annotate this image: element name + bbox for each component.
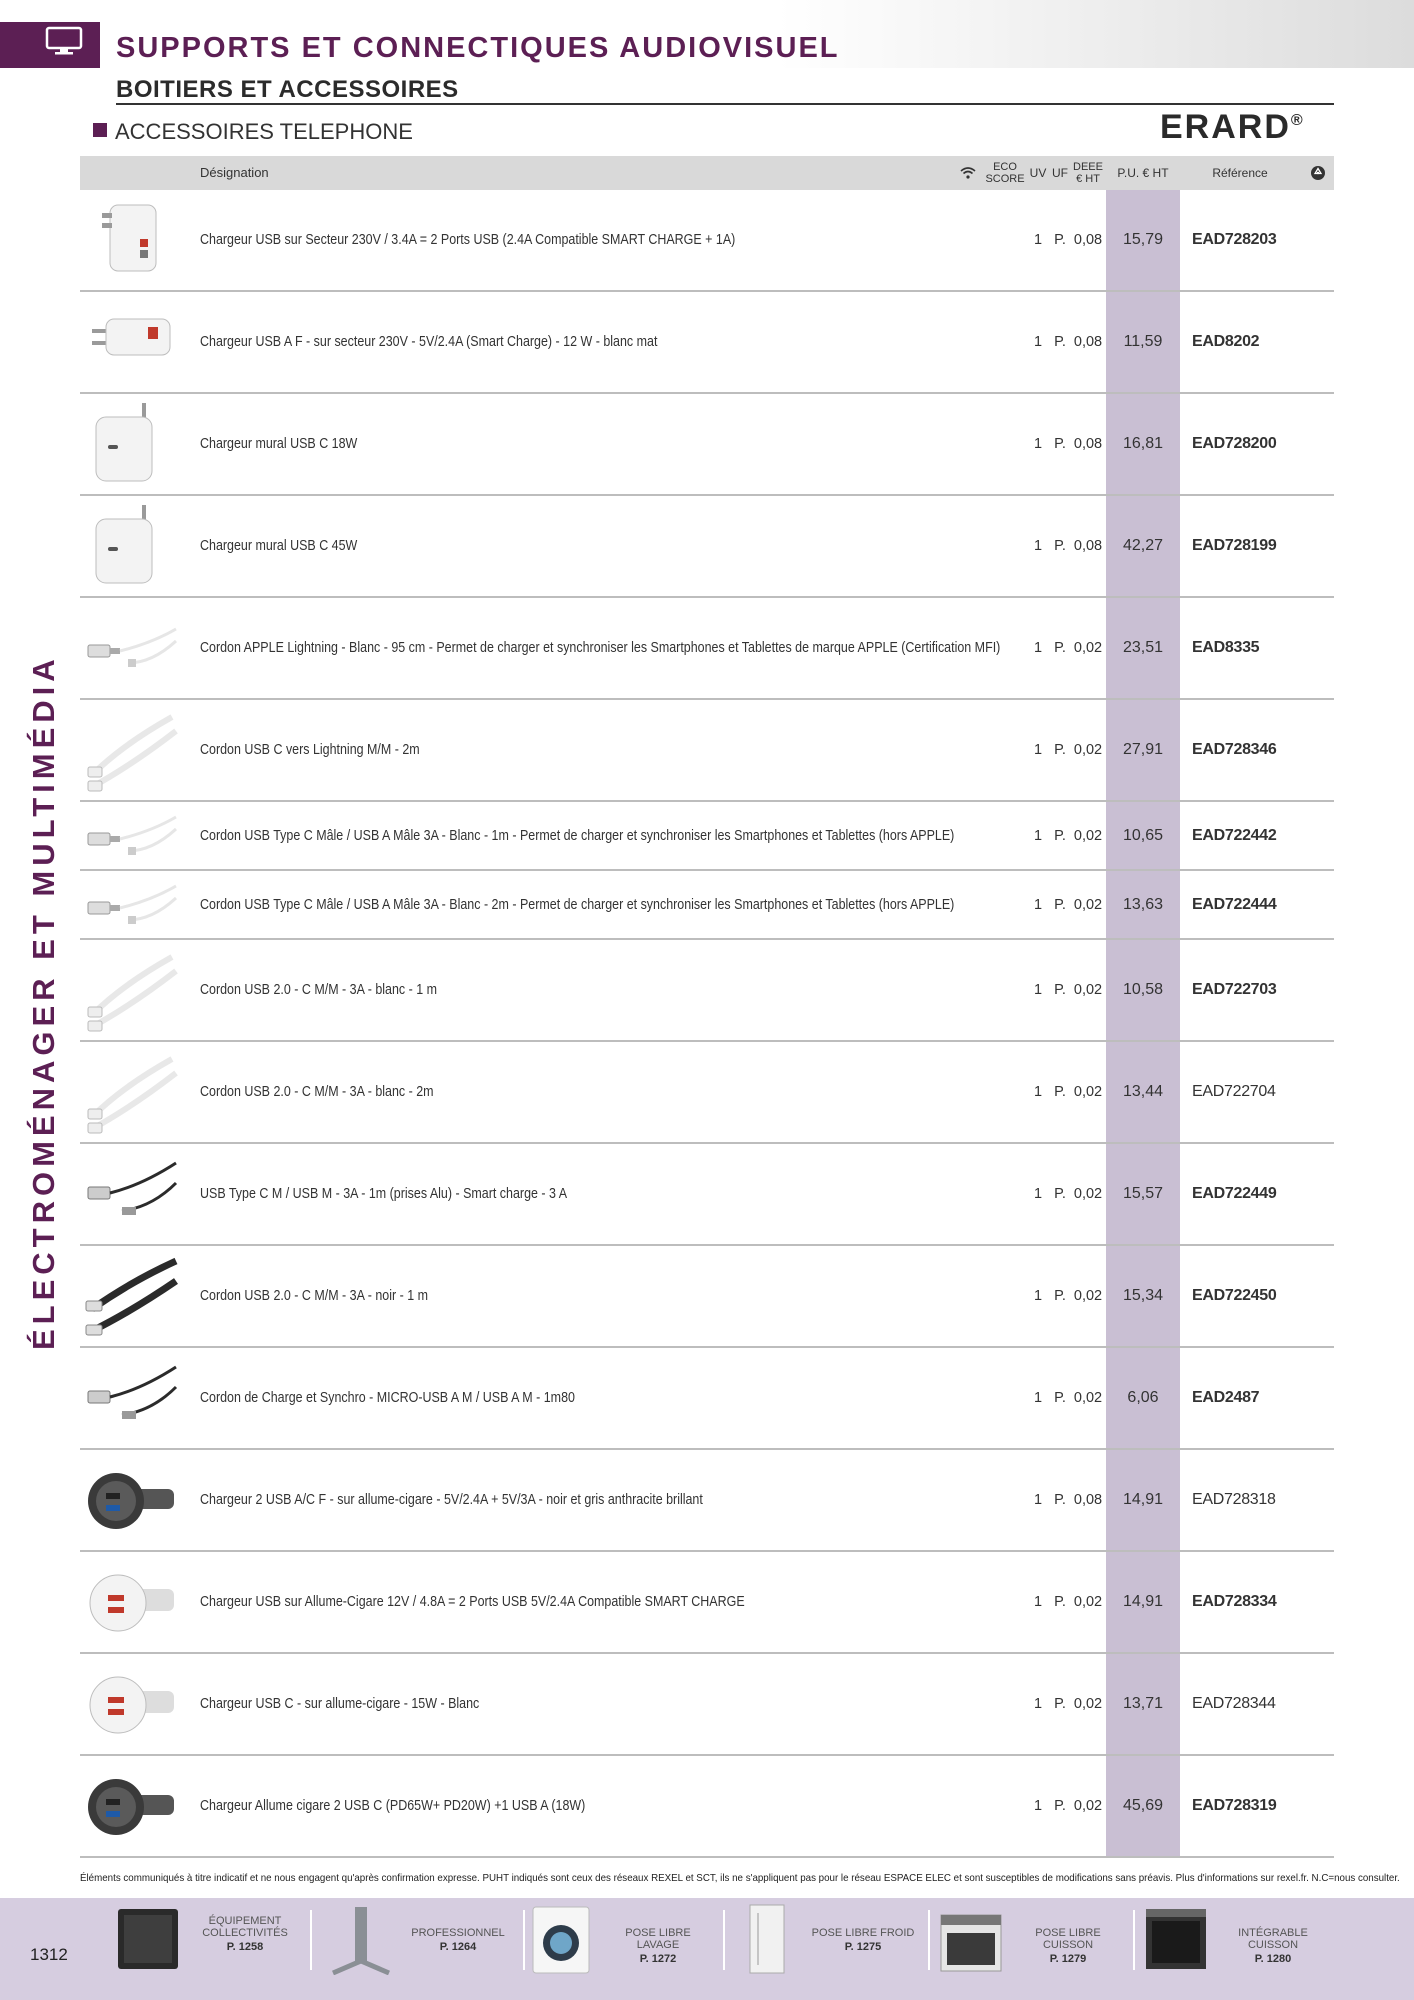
disclaimer: Éléments communiqués à titre indicatif et ne nous engagent qu'après confirmation expresse. PUHT indiqués sont ceux des réseaux REXEL et SCT, ils ne s'appliquent pas pour le réseau ESPACE ELEC et sont susceptibles de modifications sans préavis. Plus d'informations sur rexel.fr. N.C=nous consulter. [80, 1872, 1400, 1884]
product-uv: 1 [1033, 1696, 1043, 1712]
product-uf: P. [1054, 334, 1066, 350]
footer-image-built-in-oven [1140, 1903, 1212, 1975]
product-reference: EAD728344 [1192, 1695, 1276, 1712]
product-uv: 1 [1033, 334, 1043, 350]
footer-link-mini-fridge[interactable] [112, 1903, 302, 1975]
product-reference: EAD722704 [1192, 1083, 1276, 1100]
product-designation: Cordon USB Type C Mâle / USB A Mâle 3A - Blanc - 1m - Permet de charger et synchroniser les Smartphones et Tablettes (hors APPLE) [200, 827, 955, 844]
footer-label-line2: POSE LIBRE FROID [811, 1927, 915, 1939]
product-price: 23,51 [1122, 639, 1164, 656]
product-uf: P. [1054, 1084, 1066, 1100]
product-table [80, 156, 1334, 1858]
col-uf: UF [1052, 166, 1068, 180]
table-row [80, 1246, 1334, 1348]
product-uf: P. [1054, 1492, 1066, 1508]
footer-link-washing-machine[interactable] [525, 1903, 715, 1975]
product-price: 15,57 [1122, 1185, 1164, 1202]
product-price: 13,44 [1122, 1083, 1164, 1100]
footer-link-built-in-oven[interactable] [1140, 1903, 1330, 1975]
product-designation: Cordon de Charge et Synchro - MICRO-USB A M / USB A M - 1m80 [200, 1390, 575, 1406]
product-uf: P. [1054, 232, 1066, 248]
table-row [80, 802, 1334, 871]
product-uf: P. [1054, 1798, 1066, 1814]
footer-page: P. 1264 [439, 1941, 477, 1953]
product-uv: 1 [1033, 1186, 1043, 1202]
product-image [82, 1251, 182, 1341]
brand-logo: ERARD® [1160, 108, 1305, 146]
product-uv: 1 [1033, 827, 1043, 844]
product-price: 45,69 [1122, 1797, 1164, 1814]
product-deee: 0,02 [1073, 1084, 1103, 1100]
table-row [80, 1756, 1334, 1858]
product-reference: EAD728334 [1192, 1593, 1277, 1610]
product-designation: Cordon USB C vers Lightning M/M - 2m [200, 742, 420, 758]
product-uv: 1 [1033, 1288, 1043, 1304]
product-deee: 0,02 [1073, 982, 1103, 998]
table-row [80, 496, 1334, 598]
product-reference: EAD728200 [1192, 435, 1277, 452]
product-uv: 1 [1033, 640, 1043, 656]
section-title: SUPPORTS ET CONNECTIQUES AUDIOVISUEL [116, 32, 840, 64]
product-price: 42,27 [1122, 537, 1164, 554]
product-price: 14,91 [1122, 1593, 1164, 1610]
footer-image-mini-fridge [112, 1903, 184, 1975]
product-deee: 0,02 [1073, 1288, 1103, 1304]
product-price: 16,81 [1122, 435, 1164, 452]
table-body [80, 190, 1334, 1858]
product-reference: EAD728199 [1192, 537, 1277, 554]
product-reference: EAD728319 [1192, 1797, 1277, 1814]
product-uv: 1 [1033, 1084, 1043, 1100]
footer-image-cooker [935, 1903, 1007, 1975]
monitor-icon [45, 26, 83, 56]
col-price: P.U. € HT [1117, 166, 1169, 180]
product-uv: 1 [1033, 742, 1043, 758]
table-row [80, 700, 1334, 802]
product-image [82, 1047, 182, 1137]
product-reference: EAD722450 [1192, 1287, 1277, 1304]
product-deee: 0,08 [1073, 232, 1103, 248]
product-deee: 0,02 [1073, 827, 1103, 844]
product-designation: Cordon USB 2.0 - C M/M - 3A - noir - 1 m [200, 1288, 428, 1304]
product-reference: EAD728346 [1192, 741, 1277, 758]
category-label: ACCESSOIRES TELEPHONE [115, 119, 413, 144]
product-uf: P. [1054, 1594, 1066, 1610]
footer-link-pro-stand[interactable] [325, 1903, 515, 1975]
footer-link-cooker[interactable] [935, 1903, 1125, 1975]
product-uf: P. [1054, 436, 1066, 452]
product-deee: 0,02 [1073, 1798, 1103, 1814]
product-reference: EAD728203 [1192, 231, 1277, 248]
product-uf: P. [1054, 896, 1066, 913]
product-price: 10,65 [1122, 826, 1164, 844]
table-row [80, 394, 1334, 496]
product-reference: EAD722449 [1192, 1185, 1277, 1202]
product-uf: P. [1054, 640, 1066, 656]
product-reference: EAD728318 [1192, 1491, 1276, 1508]
product-uv: 1 [1033, 436, 1043, 452]
col-eco-score: ECO SCORE [985, 161, 1025, 185]
product-uv: 1 [1033, 982, 1043, 998]
product-uf: P. [1054, 982, 1066, 998]
table-row [80, 1042, 1334, 1144]
footer-label-line2: POSE LIBRE CUISSON [1035, 1927, 1101, 1951]
product-deee: 0,02 [1073, 742, 1103, 758]
product-uv: 1 [1033, 896, 1043, 913]
product-uv: 1 [1033, 1594, 1043, 1610]
product-image [82, 501, 182, 591]
product-uf: P. [1054, 538, 1066, 554]
table-row [80, 598, 1334, 700]
footer-image-pro-stand [325, 1903, 397, 1975]
footer-page: P. 1258 [226, 1941, 264, 1953]
product-designation: Cordon USB 2.0 - C M/M - 3A - blanc - 2m [200, 1084, 434, 1100]
table-row [80, 1552, 1334, 1654]
table-row [80, 940, 1334, 1042]
product-price: 15,79 [1122, 231, 1164, 248]
product-deee: 0,08 [1073, 436, 1103, 452]
product-designation: Chargeur mural USB C 18W [200, 436, 358, 452]
footer-image-fridge [730, 1903, 802, 1975]
product-uf: P. [1054, 1696, 1066, 1712]
table-row [80, 1450, 1334, 1552]
product-price: 6,06 [1127, 1389, 1159, 1406]
product-uf: P. [1054, 1186, 1066, 1202]
product-uv: 1 [1033, 538, 1043, 554]
product-deee: 0,02 [1073, 1390, 1103, 1406]
product-designation: Chargeur USB sur Allume-Cigare 12V / 4.8A = 2 Ports USB 5V/2.4A Compatible SMART CHARGE [200, 1594, 745, 1610]
footer-separator [928, 1910, 930, 1970]
col-reference: Référence [1212, 166, 1268, 180]
col-designation: Désignation [200, 165, 269, 180]
product-designation: Chargeur mural USB C 45W [200, 538, 358, 554]
table-row [80, 1144, 1334, 1246]
product-price: 13,71 [1122, 1695, 1164, 1712]
product-designation: Chargeur 2 USB A/C F - sur allume-cigare - 5V/2.4A + 5V/3A - noir et gris anthracite brillant [200, 1492, 703, 1508]
category-bullet [93, 123, 107, 137]
product-designation: USB Type C M / USB M - 3A - 1m (prises Alu) - Smart charge - 3 A [200, 1186, 568, 1202]
product-reference: EAD8335 [1192, 639, 1260, 656]
footer-page: P. 1272 [639, 1953, 677, 1965]
product-image [82, 945, 182, 1035]
product-uf: P. [1054, 1288, 1066, 1304]
product-deee: 0,02 [1073, 1186, 1103, 1202]
product-price: 11,59 [1123, 333, 1163, 350]
col-uv: UV [1029, 166, 1047, 180]
product-uv: 1 [1033, 232, 1043, 248]
product-image [82, 1659, 182, 1749]
product-uf: P. [1054, 1390, 1066, 1406]
subtitle-rule [116, 103, 1334, 105]
footer-image-washing-machine [525, 1903, 597, 1975]
product-designation: Chargeur USB C - sur allume-cigare - 15W - Blanc [200, 1696, 480, 1712]
product-deee: 0,02 [1073, 640, 1103, 656]
product-designation: Chargeur USB sur Secteur 230V / 3.4A = 2 Ports USB (2.4A Compatible SMART CHARGE + 1A) [200, 232, 736, 248]
product-uf: P. [1054, 742, 1066, 758]
product-image [82, 297, 182, 387]
product-price: 15,34 [1122, 1287, 1164, 1304]
product-deee: 0,08 [1073, 334, 1103, 350]
footer-label-line1: ÉQUIPEMENT [208, 1915, 282, 1927]
product-uv: 1 [1033, 1492, 1043, 1508]
product-price: 13,63 [1122, 895, 1164, 913]
product-reference: EAD722703 [1192, 981, 1277, 998]
product-image [82, 1149, 182, 1239]
table-row [80, 871, 1334, 940]
footer-label-line2: POSE LIBRE LAVAGE [625, 1927, 691, 1951]
product-uv: 1 [1033, 1798, 1043, 1814]
footer-separator [1133, 1910, 1135, 1970]
product-deee: 0,02 [1073, 1594, 1103, 1610]
product-designation: Cordon USB 2.0 - C M/M - 3A - blanc - 1 m [200, 982, 438, 998]
product-uv: 1 [1033, 1390, 1043, 1406]
footer-label-line2: PROFESSIONNEL [411, 1927, 505, 1939]
product-uf: P. [1054, 827, 1066, 844]
product-deee: 0,02 [1073, 1696, 1103, 1712]
product-image [82, 1761, 182, 1851]
product-image [82, 603, 182, 693]
product-designation: Chargeur Allume cigare 2 USB C (PD65W+ PD20W) +1 USB A (18W) [200, 1798, 586, 1814]
product-image [82, 1557, 182, 1647]
product-reference: EAD2487 [1192, 1389, 1260, 1406]
footer-label-line2: INTÉGRABLE CUISSON [1238, 1927, 1308, 1951]
product-deee: 0,02 [1073, 896, 1103, 913]
product-image [82, 705, 182, 795]
product-designation: Cordon USB Type C Mâle / USB A Mâle 3A - Blanc - 2m - Permet de charger et synchroniser les Smartphones et Tablettes (hors APPLE) [200, 896, 955, 913]
footer-separator [723, 1910, 725, 1970]
product-reference: EAD8202 [1192, 333, 1260, 350]
page-number: 1312 [30, 1945, 68, 1964]
table-row [80, 1654, 1334, 1756]
product-image [82, 860, 182, 950]
table-header [80, 156, 1334, 190]
product-image [82, 195, 182, 285]
recycle-icon [1310, 165, 1326, 181]
table-row [80, 1348, 1334, 1450]
col-deee: DEEE € HT [1073, 161, 1103, 185]
footer-separator [310, 1910, 312, 1970]
product-price: 27,91 [1122, 741, 1164, 758]
footer-page: P. 1279 [1049, 1953, 1087, 1965]
product-deee: 0,08 [1073, 1492, 1103, 1508]
product-image [82, 1353, 182, 1443]
table-row [80, 190, 1334, 292]
product-price: 10,58 [1122, 981, 1164, 998]
product-designation: Cordon APPLE Lightning - Blanc - 95 cm - Permet de charger et synchroniser les Smartphones et Tablettes de marque APPLE (Certification MFI) [200, 640, 1001, 656]
footer-page: P. 1275 [844, 1941, 882, 1953]
footer-page: P. 1280 [1254, 1953, 1292, 1965]
product-image [82, 399, 182, 489]
product-reference: EAD722444 [1192, 895, 1277, 913]
product-image [82, 1455, 182, 1545]
table-row [80, 292, 1334, 394]
product-deee: 0,08 [1073, 538, 1103, 554]
wifi-icon [960, 167, 976, 179]
subsection-title: BOITIERS ET ACCESSOIRES [116, 76, 459, 103]
footer-label-line2: COLLECTIVITÉS [202, 1927, 288, 1939]
product-price: 14,91 [1122, 1491, 1164, 1508]
product-designation: Chargeur USB A F - sur secteur 230V - 5V/2.4A (Smart Charge) - 12 W - blanc mat [200, 334, 658, 350]
product-reference: EAD722442 [1192, 826, 1277, 844]
footer-link-fridge[interactable] [730, 1903, 920, 1975]
